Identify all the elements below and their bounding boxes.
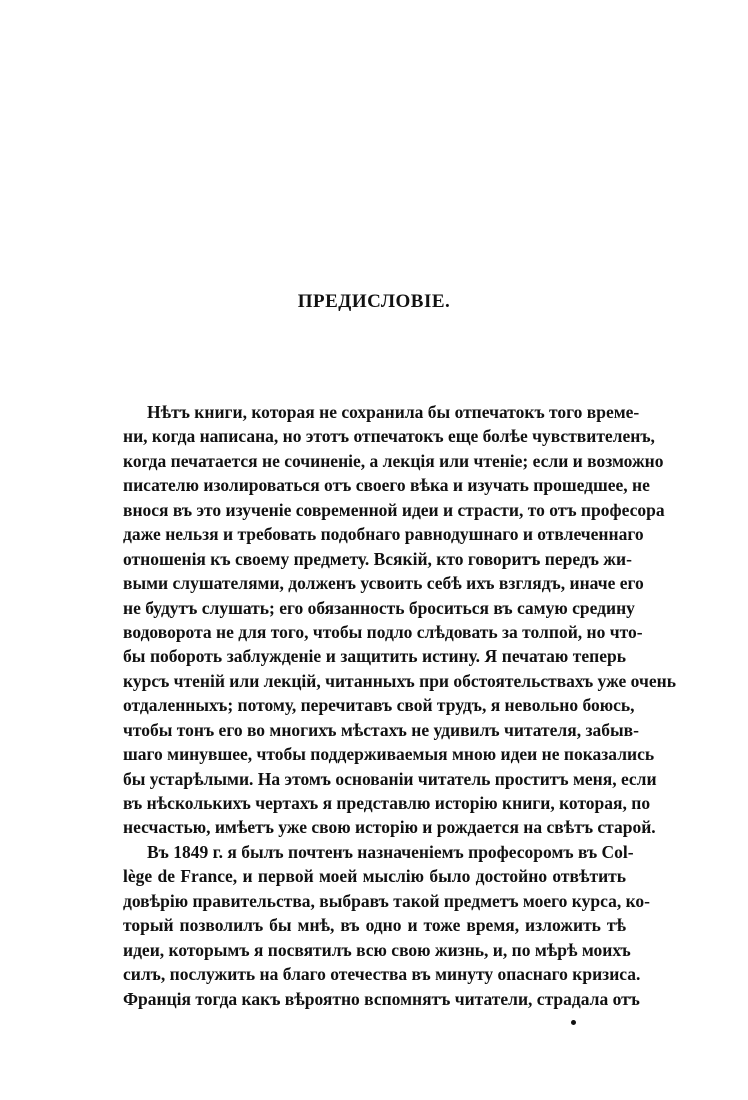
text-line: шаго минувшее, чтобы поддерживаемыя мною идеи не показались xyxy=(123,744,655,765)
text-line: бы устарѣлыми. На этомъ основаніи читатель проститъ меня, если xyxy=(123,768,657,789)
text-line: внося въ это изученіе современной идеи и страсти, то отъ професора xyxy=(123,499,665,520)
text-line: когда печатается не сочиненіе, а лекція или чтеніе; если и возможно xyxy=(123,450,664,471)
text-line: довѣрію правительства, выбравъ такой предметъ моего курса, ко- xyxy=(123,890,651,911)
preface-body xyxy=(123,400,676,1011)
text-line: бы побороть заблужденіе и защитить истину. Я печатаю теперь xyxy=(123,646,626,667)
text-line: отношенія къ своему предмету. Всякій, кто говоритъ передъ жи- xyxy=(123,548,632,569)
text-line: Въ 1849 г. я былъ почтенъ назначеніемъ професоромъ въ Col- xyxy=(147,841,634,862)
page-title: ПРЕДИСЛОВІЕ. xyxy=(297,291,451,312)
signature-mark xyxy=(571,1020,576,1025)
text-line: водоворота не для того, чтобы подло слѣдовать за толпой, но что- xyxy=(123,621,643,642)
text-line: не будутъ слушать; его обязанность броситься въ самую средину xyxy=(123,597,635,618)
text-line: писателю изолироваться отъ своего вѣка и изучать прошедшее, не xyxy=(123,475,650,496)
text-line: несчастью, имѣетъ уже свою исторію и рождается на свѣтъ старой. xyxy=(123,817,656,838)
text-line: отдаленныхъ; потому, перечитавъ свой трудъ, я невольно боюсь, xyxy=(123,695,635,716)
text-line: идеи, которымъ я посвятилъ всю свою жизнь, и, по мѣрѣ моихъ xyxy=(123,939,631,960)
text-line: силъ, послужить на благо отечества въ минуту опаснаго кризиса. xyxy=(123,964,641,985)
text-line: даже нельзя и требовать подобнаго равнодушнаго и отвлеченнаго xyxy=(123,524,644,545)
text-line: чтобы тонъ его во многихъ мѣстахъ не удивилъ читателя, забыв- xyxy=(123,719,639,740)
text-line: ни, когда написана, но этотъ отпечатокъ еще болѣе чувствителенъ, xyxy=(123,426,655,447)
text-line: Франція тогда какъ вѣроятно вспомнятъ читатели, страдала отъ xyxy=(123,988,640,1009)
text-line: курсъ чтеній или лекцій, читанныхъ при обстоятельствахъ уже очень xyxy=(123,670,676,691)
text-line: lège de France, и первой моей мыслію было достойно отвѣтить xyxy=(123,866,626,887)
text-line: въ нѣсколькихъ чертахъ я представлю исторію книги, которая, по xyxy=(123,793,651,813)
text-line: выми слушателями, долженъ усвоить себѣ ихъ взглядъ, иначе его xyxy=(123,573,644,594)
text-line: Нѣтъ книги, которая не сохранила бы отпечатокъ того време- xyxy=(147,402,640,422)
text-line: торый позволилъ бы мнѣ, въ одно и тоже время, изложить тѣ xyxy=(123,915,626,936)
